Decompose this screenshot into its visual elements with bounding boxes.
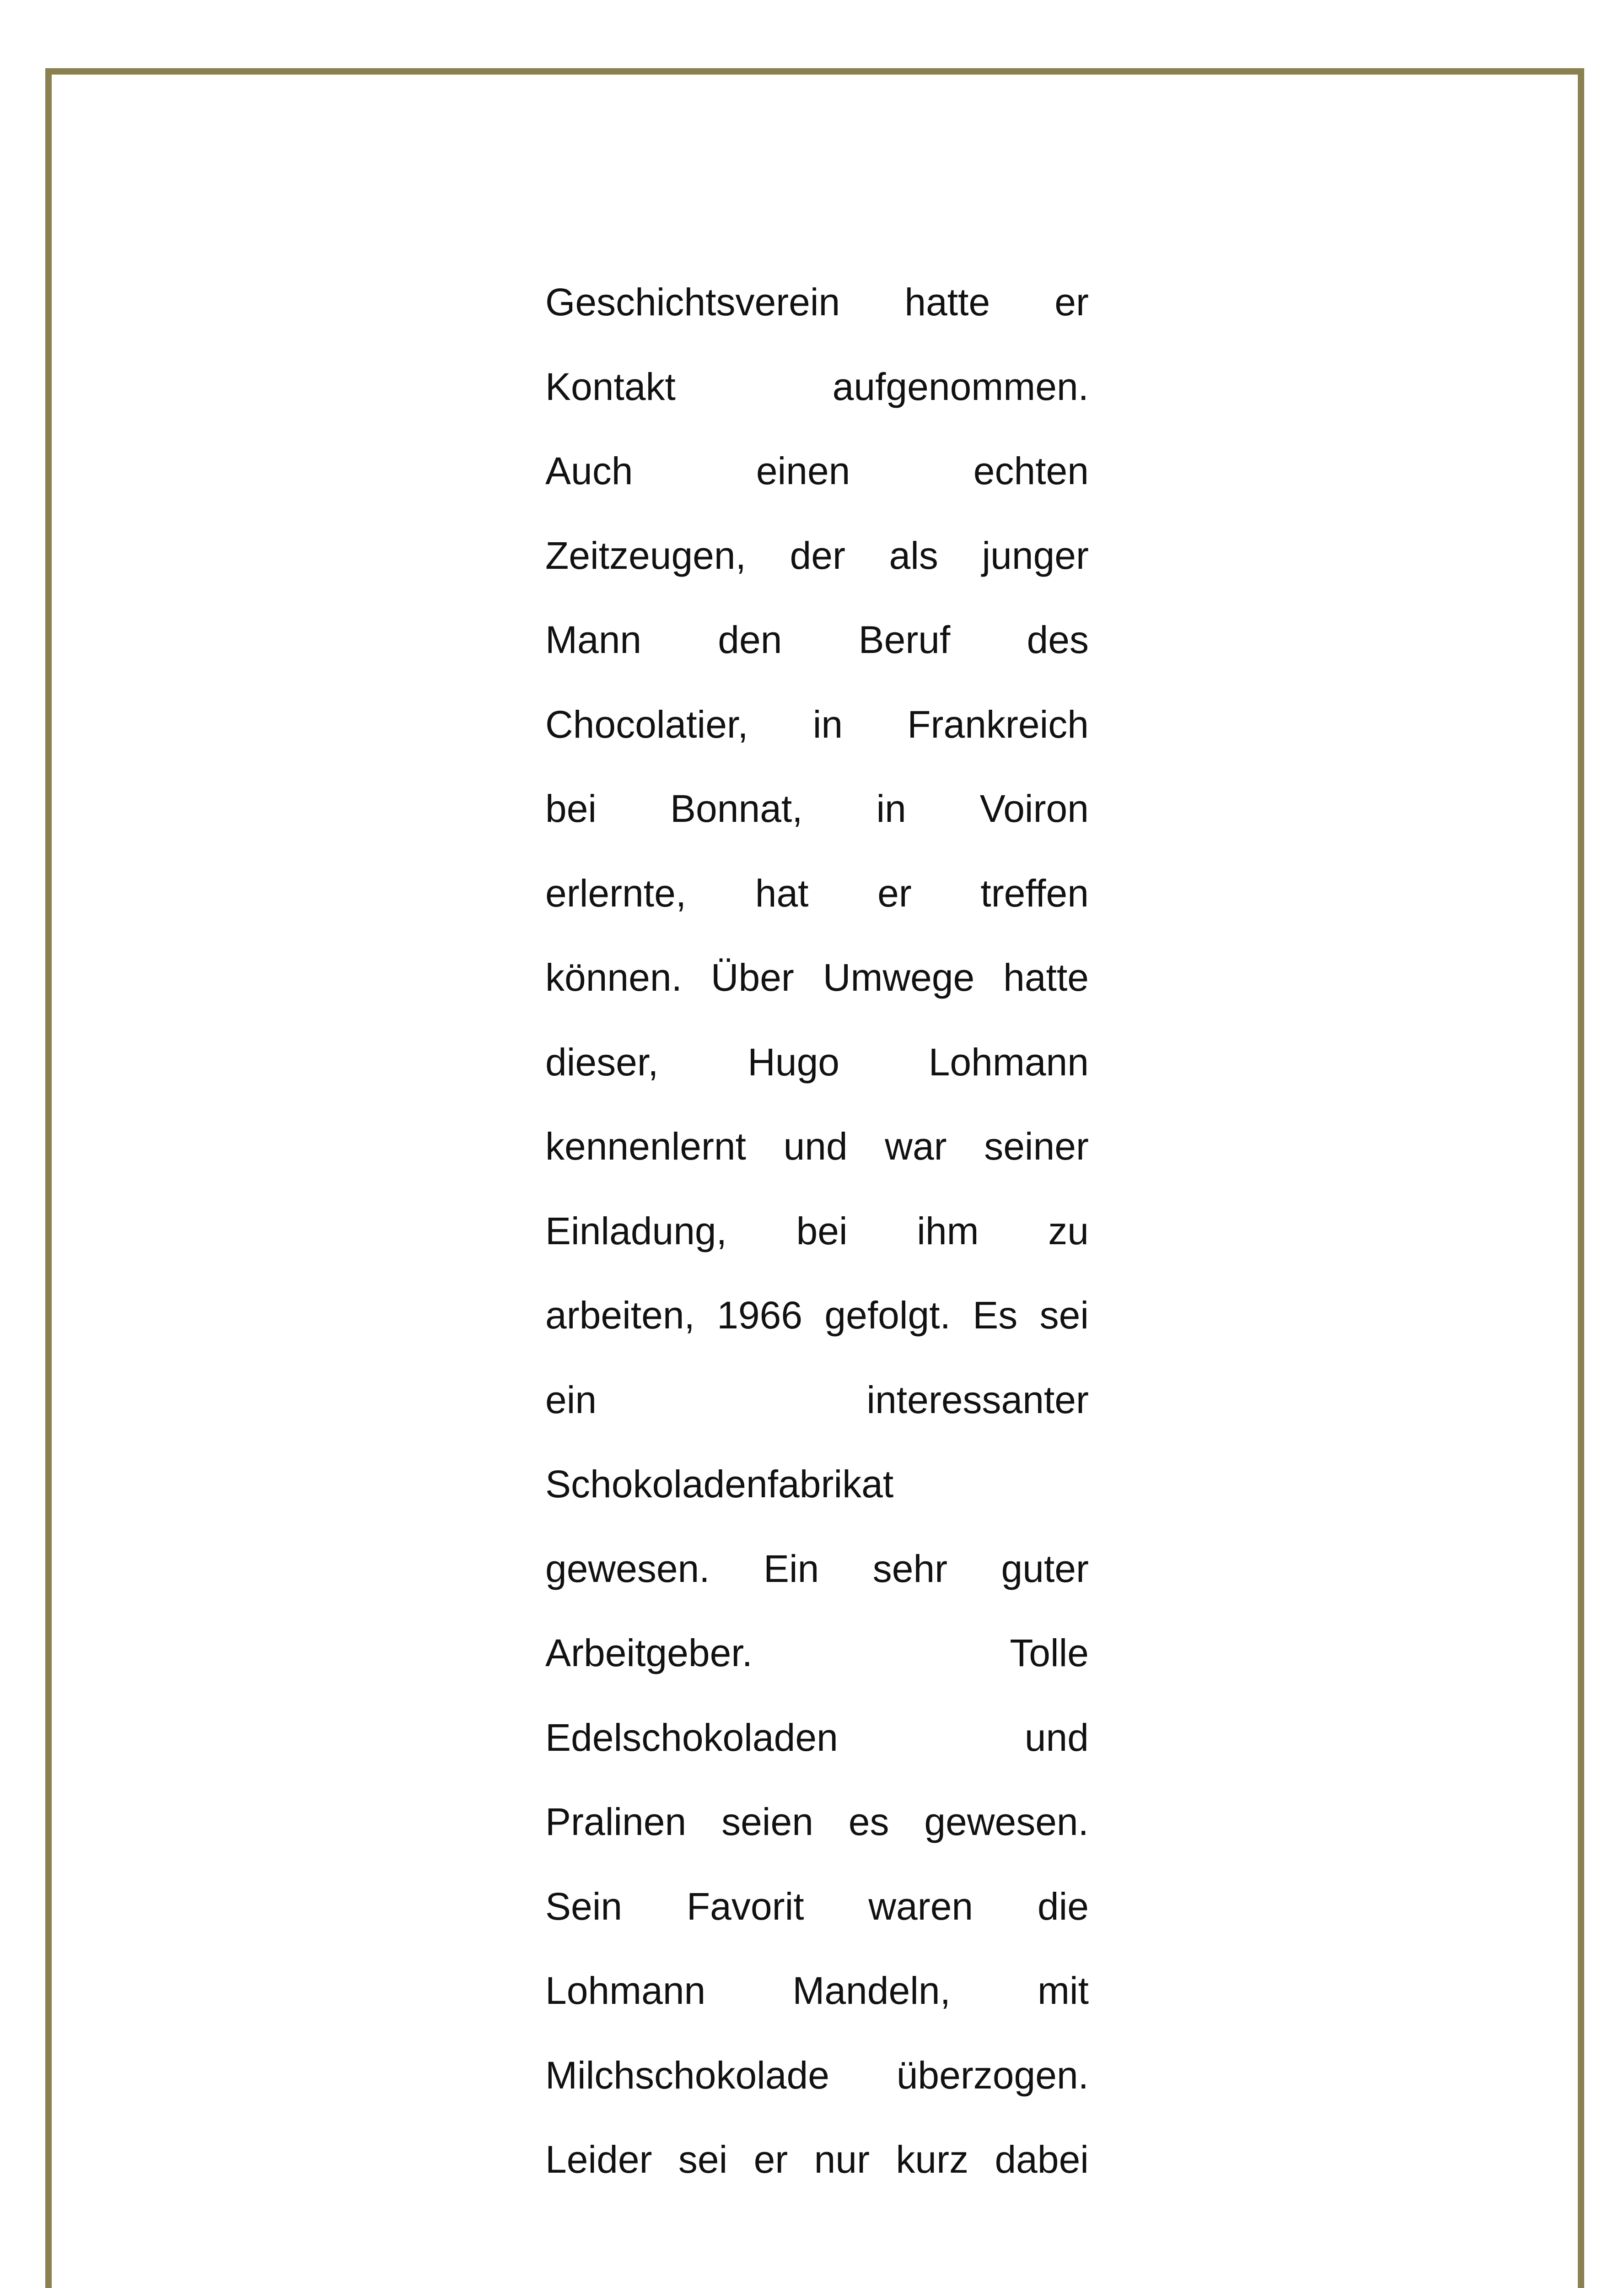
text-word: Chocolatier, [545,702,748,746]
text-word: bei [545,787,597,830]
text-word: in [876,787,906,830]
text-word: der [790,534,845,577]
text-word: gewesen. [924,1800,1089,1843]
text-word: hatte [904,281,990,324]
text-line [545,2125,1089,2210]
text-line [545,521,1089,606]
text-word: ein [545,1378,597,1421]
text-word: und [783,1125,848,1168]
text-word: erlernte, [545,871,687,915]
text-line [545,859,1089,944]
text-word: Leider [545,2138,652,2181]
text-word: Mandeln, [792,1969,951,2012]
text-line [545,1281,1089,1365]
text-word: können. [545,956,682,999]
text-line [545,1787,1089,1872]
text-line [545,437,1089,521]
text-word: Lohmann [545,1969,706,2012]
text-word: die [1037,1884,1089,1928]
text-word: sehr [872,1547,948,1590]
text-word: er [1054,281,1089,324]
text-word: Tolle [1010,1631,1089,1674]
text-word: waren [868,1884,973,1928]
text-word: treffen [980,871,1089,915]
text-word: Mann [545,618,642,661]
text-word: Ein [763,1547,819,1590]
text-word: Pralinen [545,1800,687,1843]
text-line [545,1534,1089,1619]
text-line [545,1112,1089,1197]
text-line [545,605,1089,690]
text-word: Es [973,1294,1018,1337]
text-word: Schokoladenfabrikat [545,1462,894,1506]
text-word: seiner [984,1125,1089,1168]
text-line [545,1703,1089,1788]
text-word: seien [721,1800,813,1843]
text-word: Kontakt [545,365,676,408]
text-word: Zeitzeugen, [545,534,746,577]
text-word: bei [796,1209,848,1252]
text-word: mit [1038,1969,1089,2012]
text-word: kurz [896,2138,969,2181]
text-word: er [877,871,912,915]
text-line [545,690,1089,775]
text-word: zu [1048,1209,1089,1252]
text-word: überzogen. [896,2053,1089,2097]
text-word: Sein [545,1884,623,1928]
text-word: in [812,702,843,746]
text-word: interessanter [866,1378,1089,1421]
text-word: 1966 [717,1294,803,1337]
text-word: Voiron [979,787,1089,830]
text-word: gewesen. [545,1547,710,1590]
text-word: Bonnat, [670,787,803,830]
text-word: junger [982,534,1089,577]
text-word: Über [710,956,794,999]
text-line [545,1956,1089,2041]
text-word: sei [678,2138,728,2181]
text-word: Einladung, [545,1209,727,1252]
text-word: und [1024,1716,1089,1759]
text-word: einen [756,449,850,492]
text-line [545,1028,1089,1112]
text-word: Geschichtsverein [545,281,840,324]
text-word: war [885,1125,947,1168]
text-line [545,1619,1089,1703]
text-line [545,1872,1089,1957]
text-word: hatte [1003,956,1089,999]
text-word: Umwege [823,956,975,999]
text-line [545,352,1089,437]
text-line [545,1365,1089,1450]
text-word: es [848,1800,889,1843]
text-word: Favorit [686,1884,804,1928]
text-word: des [1027,618,1089,661]
text-word: Auch [545,449,633,492]
text-word: er [753,2138,788,2181]
text-word: kennenlernt [545,1125,746,1168]
text-word: aufgenommen. [832,365,1089,408]
text-line [545,1450,1089,1534]
text-word: Arbeitgeber. [545,1631,753,1674]
text-word: sei [1039,1294,1089,1337]
text-word: hat [755,871,809,915]
text-word: Hugo [747,1040,840,1084]
text-line [545,1197,1089,1281]
text-word: Beruf [858,618,951,661]
text-line [545,268,1089,352]
text-word: echten [973,449,1089,492]
body-text-column [545,268,1089,2210]
text-word: arbeiten, [545,1294,695,1337]
text-word: nur [814,2138,870,2181]
text-word: Frankreich [907,702,1089,746]
text-line [545,943,1089,1028]
text-word: dabei [995,2138,1089,2181]
text-word: guter [1001,1547,1089,1590]
text-word: Edelschokoladen [545,1716,838,1759]
text-word: dieser, [545,1040,659,1084]
text-word: Lohmann [928,1040,1089,1084]
text-word: gefolgt. [824,1294,951,1337]
text-word: Milchschokolade [545,2053,829,2097]
text-word: den [718,618,782,661]
text-line [545,2041,1089,2126]
text-line [545,774,1089,859]
text-word: als [889,534,938,577]
text-word: ihm [917,1209,979,1252]
